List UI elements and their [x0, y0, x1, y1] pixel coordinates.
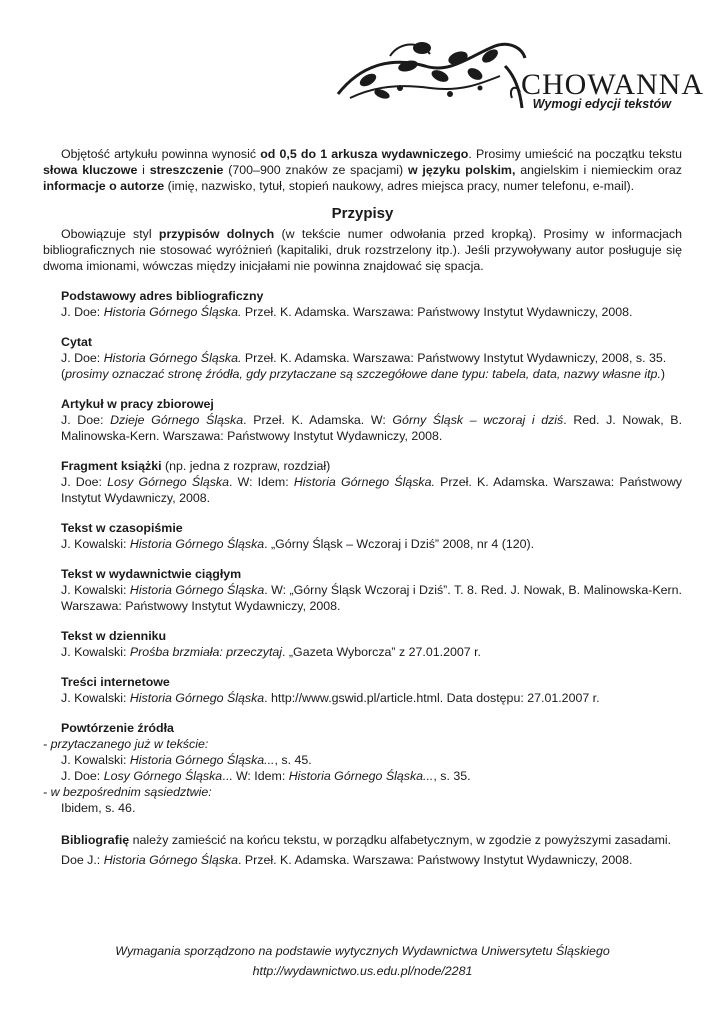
document-body [43, 146, 682, 870]
entry-repeated-source: Powtórzenie źródła - przytaczanego już w tekście: J. Kowalski: Historia Górnego Śląska..., s. 45. J. Doe: Losy Górnego Śląska... W: Idem: Historia Górnego Śląska..., s. 35. - w bezpośrednim sąsiedztwie: Ibidem, s. 46. [43, 721, 471, 815]
entry-basic-address: Podstawowy adres bibliograficzny J. Doe: Historia Górnego Śląska. Przeł. K. Adamska. Warszawa: Państwowy Instytut Wydawniczy, 2008. [61, 289, 633, 319]
section-title-footnotes: Przypisy [331, 205, 394, 222]
entry-quote: Cytat J. Doe: Historia Górnego Śląska. Przeł. K. Adamska. Warszawa: Państwowy Instytut Wydawniczy, 2008, s. 35. (prosimy oznaczać stronę źródła, gdy przytaczane są szczegółowe dane typu: tabela, data, nazwy własne itp.) [61, 335, 667, 381]
footer-url: http://wydawnictwo.us.edu.pl/node/2281 [252, 964, 473, 978]
page-footer [0, 941, 725, 981]
intro-paragraph: Objętość artykułu powinna wynosić od 0,5 do 1 arkusza wydawniczego. Prosimy umieścić na początku tekstu słowa kluczowe i streszczenie (700–900 znaków ze spacjami) w języku polskim, angielskim i niemieckim oraz informacje o autorze (imię, nazwisko, tytuł, stopień naukowy, adres miejsca pracy, numer telefonu, e-mail). [43, 147, 682, 193]
entry-collective-work: Artykuł w pracy zbiorowej J. Doe: Dzieje Górnego Śląska. Przeł. K. Adamska. W: Górny Śląsk – wczoraj i dziś. Red. J. Nowak, B. Malinowska-Kern. Warszawa: Państwowy Instytut Wydawniczy, 2008. [61, 397, 683, 443]
journal-subtitle: Wymogi edycji tekstów [532, 97, 671, 111]
entry-bibliography: Bibliografię należy zamieścić na końcu tekstu, w porządku alfabetycznym, w zgodzie z powyższymi zasadami. Doe J.: Historia Górnego Śląska. Przeł. K. Adamska. Warszawa: Państwowy Instytut Wydawniczy, 2008. [61, 833, 672, 867]
footer-source-note: Wymagania sporządzono na podstawie wytycznych Wydawnictwa Uniwersytetu Śląskiego [115, 944, 610, 958]
floral-ornament-icon [330, 36, 530, 111]
footnotes-paragraph: Obowiązuje styl przypisów dolnych (w tekście numer odwołania przed kropką). Prosimy w informacjach bibliograficznych nie stosować wyróżnień (kapitaliki, druk rozstrzelony itp.). Jeśli przywoływany autor posługuje się dwoma imionami, wówczas między inicjałami nie powinna znajdować się spacja. [43, 227, 683, 273]
entry-internet: Treści internetowe J. Kowalski: Historia Górnego Śląska. http://www.gswid.pl/article.html. Data dostępu: 27.01.2007 r. [61, 675, 600, 705]
journal-header [330, 36, 704, 116]
entry-journal: Tekst w czasopiśmie J. Kowalski: Historia Górnego Śląska. „Górny Śląsk – Wczoraj i Dziś” 2008, nr 4 (120). [61, 521, 535, 551]
entry-book-fragment: Fragment książki (np. jedna z rozpraw, rozdział) J. Doe: Losy Górnego Śląska. W: Idem: Historia Górnego Śląska. Przeł. K. Adamska. Warszawa: Państwowy Instytut Wydawniczy, 2008. [61, 459, 682, 505]
entry-daily: Tekst w dzienniku J. Kowalski: Prośba brzmiała: przeczytaj. „Gazeta Wyborcza” z 27.01.2007 r. [61, 629, 481, 659]
entry-serial-publication: Tekst w wydawnictwie ciągłym J. Kowalski: Historia Górnego Śląska. W: „Górny Śląsk Wczoraj i Dziś”. T. 8. Red. J. Nowak, B. Malinowska-Kern. Warszawa: Państwowy Instytut Wydawniczy, 2008. [61, 567, 682, 613]
journal-title: CHOWANNA [521, 68, 704, 101]
